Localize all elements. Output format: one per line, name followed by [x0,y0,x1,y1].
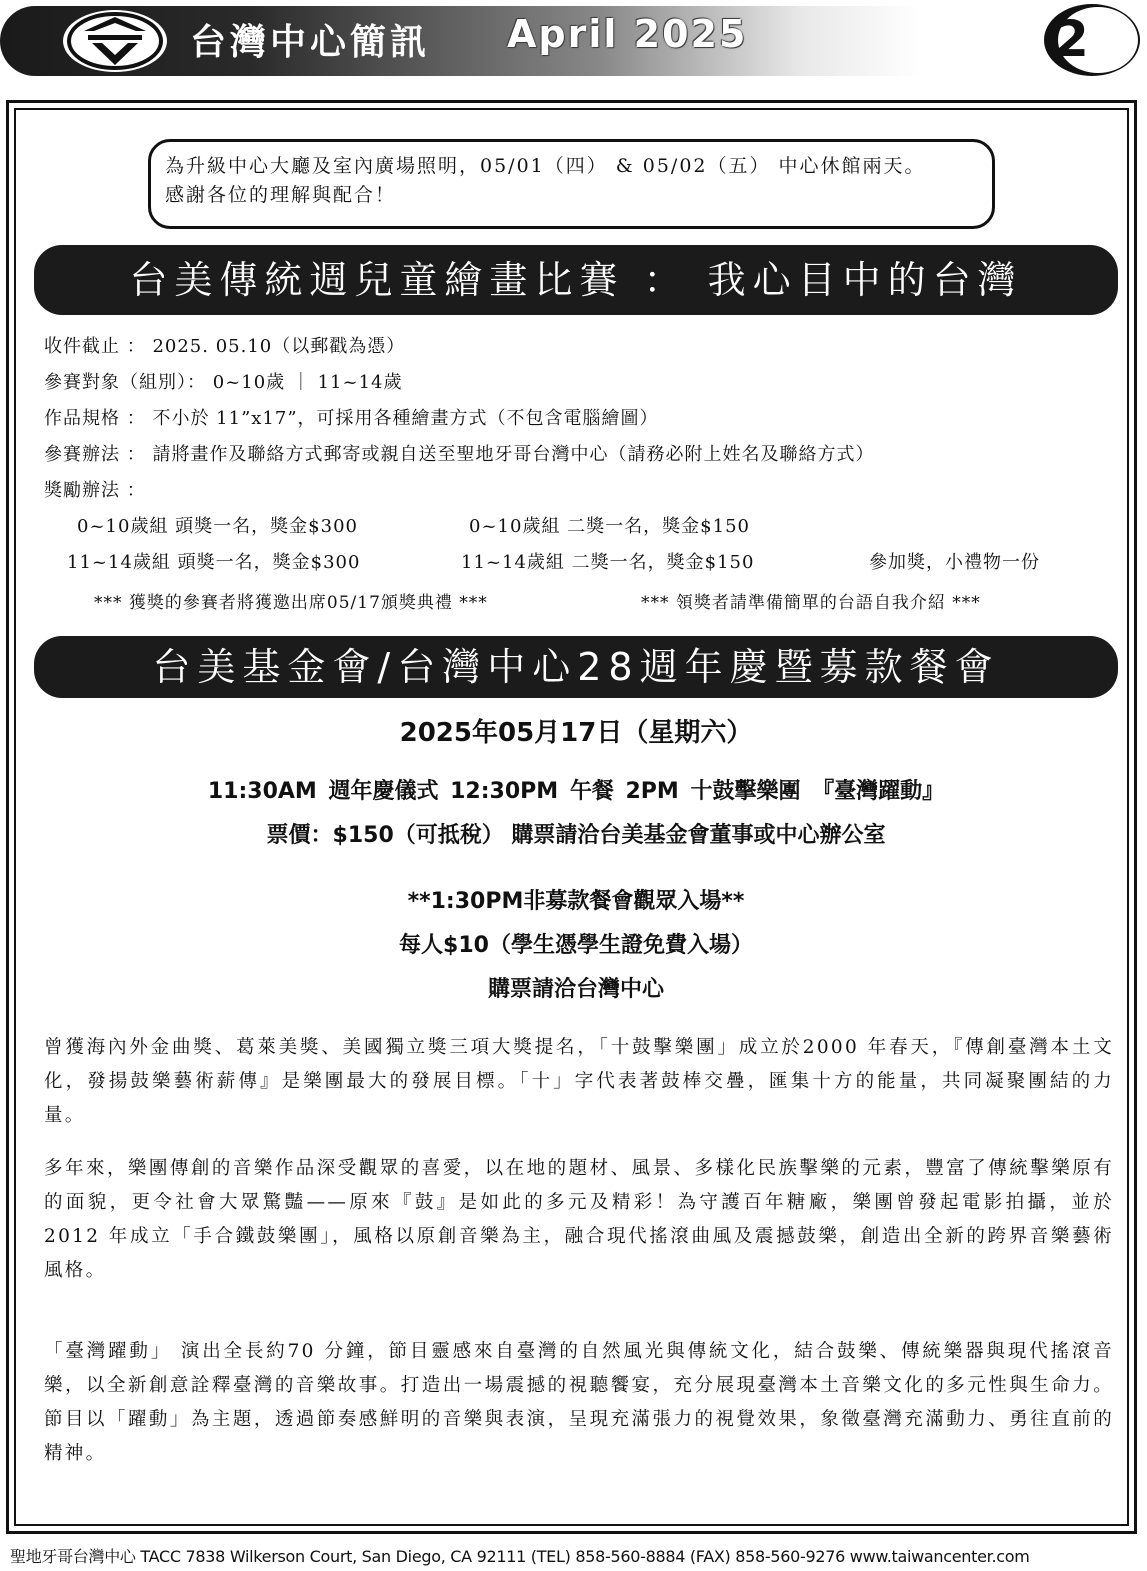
award-participation: 參加獎，小禮物一份 [869,552,1040,573]
notice-line-1: 為升級中心大廳及室內廣場照明，05/01（四） & 05/02（五） 中心休館兩天。 [165,155,926,177]
award-note-intro: *** 領獎者請準備簡單的台語自我介紹 *** [641,593,981,613]
page-number: 2 [1054,10,1089,68]
non-dinner-ticket: 購票請洽台灣中心 [487,977,664,1002]
gala-date: 2025年05月17日（星期六） [399,718,753,748]
non-dinner-price: 每人$10（學生憑學生證免費入場） [399,933,753,958]
paragraph-band-intro: 曾獲海內外金曲獎、葛萊美獎、美國獨立獎三項大獎提名，「十鼓擊樂團」成立於2000 年春天，『傳創臺灣本土文化，發揚鼓樂藝術薪傳』是樂團最大的發展目標。「十」字代表著鼓棒交疊，匯集十方的能量，共同凝聚團結的力量。 [44,1037,1114,1126]
notice-line-2: 感謝各位的理解與配合！ [165,184,397,206]
paragraph-show-description: 「臺灣躍動」 演出全長約70 分鐘，節目靈感來自臺灣的自然風光與傳統文化，結合鼓樂、傳統樂器與現代搖滾音樂，以全新創意詮釋臺灣的音樂故事。打造出一場震撼的視聽饗宴，充分展現臺灣本土音樂文化的多元性與生命力。節目以「躍動」為主題，透過節奏感鮮明的音樂與表演，呈現充滿張力的視覺效果，象徵臺灣充滿動力、勇往直前的精神。 [44,1341,1114,1464]
taiwan-center-logo-icon [62,9,168,73]
contest-banner: 台美傳統週兒童繪畫比賽 ： 我心目中的台灣 [34,245,1118,315]
rule-groups: 參賽對象（組別）： 0~10歲 ｜ 11~14歲 [44,372,403,393]
award-11-14-second: 11~14歲組 二獎一名，獎金$150 [461,552,755,573]
award-0-10-second: 0~10歲組 二獎一名，獎金$150 [469,516,750,537]
issue-date: April 2025 [507,12,748,56]
gala-schedule: 11:30AM 週年慶儀式 12:30PM 午餐 2PM 十鼓擊樂團 『臺灣躍動』 [207,779,945,804]
page-number-badge-icon [1036,2,1142,78]
closure-notice [148,139,995,229]
rule-spec: 作品規格 ： 不小於 11”x17”，可採用各種繪畫方式（不包含電腦繪圖） [44,408,659,429]
rule-method: 參賽辦法 ： 請將畫作及聯絡方式郵寄或親自送至聖地牙哥台灣中心（請務必附上姓名及聯絡方式） [44,444,875,465]
gala-ticket: 票價：$150（可抵稅） 購票請洽台美基金會董事或中心辦公室 [266,823,886,848]
paragraph-band-history: 多年來，樂團傳創的音樂作品深受觀眾的喜愛，以在地的題材、風景、多樣化民族擊樂的元素，豐富了傳統擊樂原有的面貌，更令社會大眾驚豔——原來『鼓』是如此的多元及精彩！為守護百年糖廠，樂團曾發起電影拍攝，並於2012 年成立「手合鐵鼓樂團」，風格以原創音樂為主，融合現代搖滾曲風及震撼鼓樂，創造出全新的跨界音樂藝術風格。 [44,1158,1114,1281]
award-0-10-first: 0~10歲組 頭獎一名，獎金$300 [77,516,358,537]
newsletter-header [0,0,1147,80]
newsletter-title: 台灣中心簡訊 [190,22,431,63]
award-note-ceremony: *** 獲獎的參賽者將獲邀出席05/17頒獎典禮 *** [94,593,488,613]
content-frame-inner [14,108,1129,1526]
award-11-14-first: 11~14歲組 頭獎一名，獎金$300 [67,552,361,573]
rule-deadline: 收件截止 ： 2025. 05.10（以郵戳為憑） [44,336,406,357]
footer-contact: 聖地牙哥台灣中心 TACC 7838 Wilkerson Court, San Diego, CA 92111 (TEL) 858-560-8884 (FAX) 858-560-9276 www.taiwancenter.com [10,1547,1030,1566]
rule-awards-label: 獎勵辦法 ： [44,480,146,501]
gala-banner: 台美基金會/台灣中心28週年慶暨募款餐會 [34,636,1118,698]
non-dinner-entry: **1:30PM非募款餐會觀眾入場** [407,889,745,914]
